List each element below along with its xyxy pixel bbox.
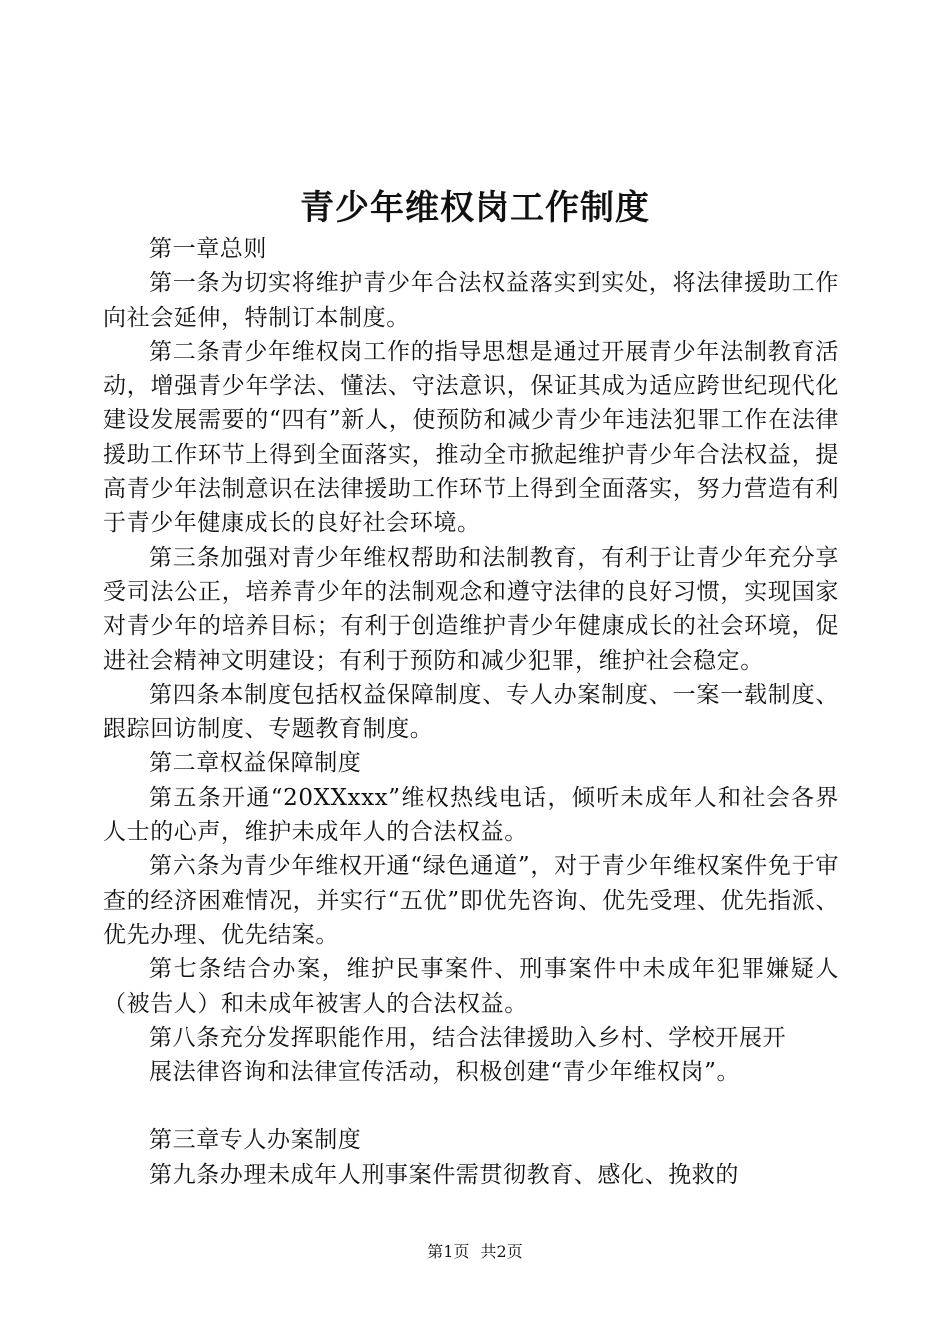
article-paragraph: 第四条本制度包括权益保障制度、专人办案制度、一案一载制度、跟踪回访制度、专题教育制度。 xyxy=(103,681,839,743)
article-paragraph: 第二条青少年维权岗工作的指导思想是通过开展青少年法制教育活动，增强青少年学法、懂法、守法意识，保证其成为适应跨世纪现代化建设发展需要的“四有”新人，使预防和减少青少年违法犯罪工作在法律援助工作环节上得到全面落实，推动全市掀起维护青少年合法权益，提高青少年法制意识在法律援助工作环节上得到全面落实，努力营造有利于青少年健康成长的良好社会环境。 xyxy=(103,338,839,537)
chapter-heading: 第一章总则 xyxy=(149,236,267,262)
chapter-heading: 第二章权益保障制度 xyxy=(149,750,362,777)
article-paragraph: 第八条充分发挥职能作用，结合法律援助入乡村、学校开展开 xyxy=(149,1024,787,1051)
page-total: 共2页 xyxy=(480,1242,523,1261)
article-paragraph: 第三条加强对青少年维权帮助和法制教育，有利于让青少年充分享受司法公正，培养青少年的法制观念和遵守法律的良好习惯，实现国家对青少年的培养目标；有利于创造维护青少年健康成长的社会环境，促进社会精神文明建设；有利于预防和减少犯罪，维护社会稳定。 xyxy=(103,544,839,674)
article-paragraph: 展法律咨询和法律宣传活动，积极创建“青少年维权岗”。 xyxy=(149,1059,741,1086)
article-paragraph: 第七条结合办案，维护民事案件、刑事案件中未成年犯罪嫌疑人（被告人）和未成年被害人的合法权益。 xyxy=(103,956,839,1017)
document-title: 青少年维权岗工作制度 xyxy=(300,188,650,228)
article-paragraph: 第五条开通“20XXxxx”维权热线电话，倾听未成年人和社会各界人士的心声，维护未成年人的合法权益。 xyxy=(103,784,839,846)
article-paragraph: 第九条办理未成年人刑事案件需贯彻教育、感化、挽救的 xyxy=(149,1161,739,1188)
article-paragraph: 第一条为切实将维护青少年合法权益落实到实处，将法律援助工作向社会延伸，特制订本制度。 xyxy=(103,270,839,331)
document-body xyxy=(103,232,839,1192)
article-paragraph: 第六条为青少年维权开通“绿色通道”，对于青少年维权案件免于审查的经济困难情况，并实行“五优”即优先咨询、优先受理、优先指派、优先办理、优先结案。 xyxy=(103,853,839,948)
chapter-heading: 第三章专人办案制度 xyxy=(149,1127,362,1154)
page-footer xyxy=(0,1240,950,1264)
page-number: 第1页 xyxy=(427,1242,470,1261)
